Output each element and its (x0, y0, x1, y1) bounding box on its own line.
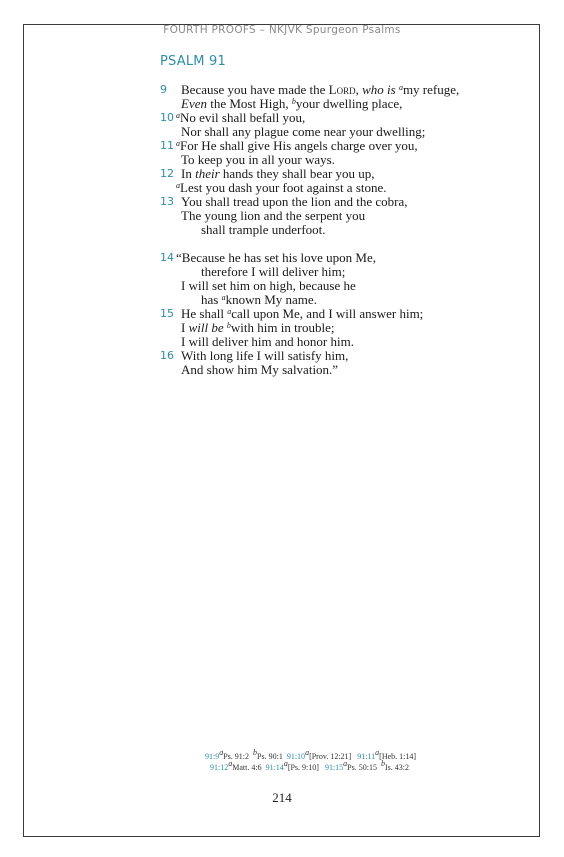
verse-line: You shall tread upon the lion and the cobra, (181, 194, 408, 209)
verse-number: 11 (160, 139, 174, 152)
verse-line: shall trample underfoot. (201, 222, 326, 237)
verse-line: Nor shall any plague come near your dwelling; (181, 124, 426, 139)
verse-line: And show him My salvation.” (181, 362, 339, 377)
verse-line: I will set him on high, because he (181, 278, 356, 293)
verse-line: I will be $^b$with him in trouble; (181, 320, 335, 335)
verse-number: 13 (160, 195, 174, 208)
footnote-row: 91:12$^a$Matt. 4:6 91:14$^a$[Ps. 9:10] 91:15$^a$Ps. 50:15 $^b$Is. 43:2 (210, 759, 409, 772)
verse-line: $^a$For He shall give His angels charge over you, (176, 138, 418, 153)
verse-line: With long life I will satisfy him, (181, 348, 349, 363)
verse-line: Even the Most High, $^b$your dwelling place, (181, 96, 403, 111)
verse-number: 15 (160, 307, 174, 320)
verse-number: 10 (160, 111, 174, 124)
proof-header: FOURTH PROOFS – NKJVK Spurgeon Psalms (163, 24, 401, 36)
verse-line: The young lion and the serpent you (181, 208, 366, 223)
footnote-row: 91:9$^a$Ps. 91:2 $^b$Ps. 90:1 91:10$^a$[Prov. 12:21] 91:11$^a$[Heb. 1:14] (205, 748, 417, 761)
verse-number: 14 (160, 251, 174, 264)
page-number: 214 (272, 790, 292, 805)
verse-line: In their hands they shall bear you up, (181, 166, 375, 181)
verse-line: $^a$Lest you dash your foot against a stone. (176, 180, 387, 195)
verse-line: He shall $^a$call upon Me, and I will answer him; (181, 306, 424, 321)
verse-line: has $^a$known My name. (201, 292, 317, 307)
verse-line: Because you have made the Lord, who is $^a$my refuge, (181, 82, 460, 97)
verse-line: “Because he has set his love upon Me, (176, 250, 377, 265)
verse-number: 12 (160, 167, 174, 180)
verse-line: therefore I will deliver him; (201, 264, 346, 279)
verse-line: I will deliver him and honor him. (181, 334, 354, 349)
verse-line: $^a$No evil shall befall you, (176, 110, 306, 125)
verse-number: 9 (160, 83, 167, 96)
psalm-title: PSALM 91 (160, 54, 226, 69)
verse-line: To keep you in all your ways. (181, 152, 335, 167)
verse-number: 16 (160, 349, 174, 362)
